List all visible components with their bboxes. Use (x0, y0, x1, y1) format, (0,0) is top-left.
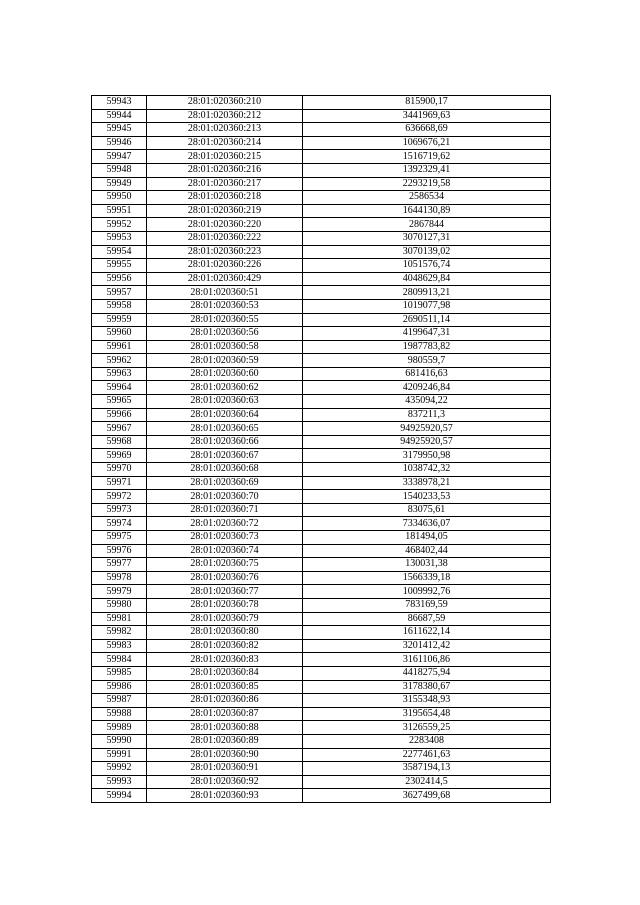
table-row (92, 177, 551, 191)
row-number-cell: 59967 (92, 422, 147, 436)
value-cell: 3338978,21 (303, 476, 551, 490)
cadastral-number-cell: 28:01:020360:212 (147, 109, 303, 123)
table-row (92, 762, 551, 776)
cadastral-number-cell: 28:01:020360:215 (147, 150, 303, 164)
cadastral-number-cell: 28:01:020360:67 (147, 449, 303, 463)
cadastral-number-cell: 28:01:020360:65 (147, 422, 303, 436)
value-cell: 815900,17 (303, 96, 551, 110)
table-row (92, 435, 551, 449)
value-cell: 83075,61 (303, 503, 551, 517)
cadastral-number-cell: 28:01:020360:72 (147, 517, 303, 531)
cadastral-number-cell: 28:01:020360:80 (147, 626, 303, 640)
cadastral-number-cell: 28:01:020360:220 (147, 218, 303, 232)
row-number-cell: 59978 (92, 571, 147, 585)
cadastral-number-cell: 28:01:020360:84 (147, 666, 303, 680)
value-cell: 1987783,82 (303, 340, 551, 354)
table-row (92, 191, 551, 205)
cadastral-number-cell: 28:01:020360:89 (147, 734, 303, 748)
value-cell: 681416,63 (303, 367, 551, 381)
row-number-cell: 59959 (92, 313, 147, 327)
cadastral-number-cell: 28:01:020360:213 (147, 123, 303, 137)
row-number-cell: 59982 (92, 626, 147, 640)
cadastral-number-cell: 28:01:020360:78 (147, 598, 303, 612)
cadastral-number-cell: 28:01:020360:73 (147, 531, 303, 545)
table-row (92, 408, 551, 422)
cadastral-number-cell: 28:01:020360:82 (147, 639, 303, 653)
cadastral-number-cell: 28:01:020360:88 (147, 721, 303, 735)
document-page (91, 95, 551, 803)
value-cell: 3195654,48 (303, 707, 551, 721)
cadastral-number-cell: 28:01:020360:87 (147, 707, 303, 721)
value-cell: 3155348,93 (303, 694, 551, 708)
table-row (92, 707, 551, 721)
value-cell: 4048629,84 (303, 272, 551, 286)
table-row (92, 626, 551, 640)
table-row (92, 517, 551, 531)
value-cell: 1038742,32 (303, 463, 551, 477)
value-cell: 1516719,62 (303, 150, 551, 164)
value-cell: 468402,44 (303, 544, 551, 558)
row-number-cell: 59987 (92, 694, 147, 708)
table-row (92, 218, 551, 232)
cadastral-number-cell: 28:01:020360:218 (147, 191, 303, 205)
cadastral-number-cell: 28:01:020360:86 (147, 694, 303, 708)
table-row (92, 694, 551, 708)
row-number-cell: 59949 (92, 177, 147, 191)
table-row (92, 286, 551, 300)
row-number-cell: 59943 (92, 96, 147, 110)
row-number-cell: 59988 (92, 707, 147, 721)
cadastral-number-cell: 28:01:020360:90 (147, 748, 303, 762)
cadastral-number-cell: 28:01:020360:51 (147, 286, 303, 300)
value-cell: 3126559,25 (303, 721, 551, 735)
table-row (92, 422, 551, 436)
row-number-cell: 59992 (92, 762, 147, 776)
row-number-cell: 59972 (92, 490, 147, 504)
value-cell: 2277461,63 (303, 748, 551, 762)
value-cell: 1019077,98 (303, 299, 551, 313)
value-cell: 2586534 (303, 191, 551, 205)
value-cell: 3441969,63 (303, 109, 551, 123)
value-cell: 636668,69 (303, 123, 551, 137)
table-row (92, 381, 551, 395)
cadastral-number-cell: 28:01:020360:429 (147, 272, 303, 286)
cadastral-number-cell: 28:01:020360:216 (147, 163, 303, 177)
value-cell: 2283408 (303, 734, 551, 748)
value-cell: 1644130,89 (303, 204, 551, 218)
value-cell: 1611622,14 (303, 626, 551, 640)
row-number-cell: 59951 (92, 204, 147, 218)
value-cell: 837211,3 (303, 408, 551, 422)
row-number-cell: 59979 (92, 585, 147, 599)
cadastral-number-cell: 28:01:020360:217 (147, 177, 303, 191)
row-number-cell: 59950 (92, 191, 147, 205)
row-number-cell: 59969 (92, 449, 147, 463)
cadastral-number-cell: 28:01:020360:71 (147, 503, 303, 517)
value-cell: 3627499,68 (303, 789, 551, 803)
row-number-cell: 59974 (92, 517, 147, 531)
value-cell: 2302414,5 (303, 775, 551, 789)
cadastral-number-cell: 28:01:020360:219 (147, 204, 303, 218)
value-cell: 3070139,02 (303, 245, 551, 259)
table-row (92, 734, 551, 748)
cadastral-number-cell: 28:01:020360:68 (147, 463, 303, 477)
row-number-cell: 59993 (92, 775, 147, 789)
row-number-cell: 59970 (92, 463, 147, 477)
table-row (92, 571, 551, 585)
row-number-cell: 59946 (92, 136, 147, 150)
row-number-cell: 59977 (92, 558, 147, 572)
table-row (92, 558, 551, 572)
row-number-cell: 59984 (92, 653, 147, 667)
value-cell: 3178380,67 (303, 680, 551, 694)
value-cell: 2809913,21 (303, 286, 551, 300)
value-cell: 980559,7 (303, 354, 551, 368)
table-row (92, 775, 551, 789)
cadastral-number-cell: 28:01:020360:79 (147, 612, 303, 626)
table-row (92, 449, 551, 463)
row-number-cell: 59975 (92, 531, 147, 545)
cadastral-number-cell: 28:01:020360:64 (147, 408, 303, 422)
table-row (92, 136, 551, 150)
row-number-cell: 59971 (92, 476, 147, 490)
row-number-cell: 59965 (92, 395, 147, 409)
table-row (92, 585, 551, 599)
value-cell: 1009992,76 (303, 585, 551, 599)
row-number-cell: 59952 (92, 218, 147, 232)
table-row (92, 612, 551, 626)
row-number-cell: 59948 (92, 163, 147, 177)
cadastral-number-cell: 28:01:020360:92 (147, 775, 303, 789)
value-cell: 3587194,13 (303, 762, 551, 776)
table-row (92, 463, 551, 477)
table-row (92, 544, 551, 558)
cadastral-number-cell: 28:01:020360:70 (147, 490, 303, 504)
table-row (92, 123, 551, 137)
table-row (92, 639, 551, 653)
row-number-cell: 59956 (92, 272, 147, 286)
value-cell: 1566339,18 (303, 571, 551, 585)
row-number-cell: 59991 (92, 748, 147, 762)
table-row (92, 109, 551, 123)
table-row (92, 231, 551, 245)
row-number-cell: 59954 (92, 245, 147, 259)
cadastral-number-cell: 28:01:020360:91 (147, 762, 303, 776)
row-number-cell: 59945 (92, 123, 147, 137)
row-number-cell: 59966 (92, 408, 147, 422)
value-cell: 1051576,74 (303, 259, 551, 273)
row-number-cell: 59976 (92, 544, 147, 558)
value-cell: 3179950,98 (303, 449, 551, 463)
table-row (92, 666, 551, 680)
row-number-cell: 59962 (92, 354, 147, 368)
row-number-cell: 59980 (92, 598, 147, 612)
cadastral-number-cell: 28:01:020360:222 (147, 231, 303, 245)
value-cell: 3161106,86 (303, 653, 551, 667)
value-cell: 3201412,42 (303, 639, 551, 653)
row-number-cell: 59986 (92, 680, 147, 694)
value-cell: 1540233,53 (303, 490, 551, 504)
table-row (92, 150, 551, 164)
cadastral-number-cell: 28:01:020360:77 (147, 585, 303, 599)
value-cell: 130031,38 (303, 558, 551, 572)
row-number-cell: 59958 (92, 299, 147, 313)
value-cell: 3070127,31 (303, 231, 551, 245)
cadastral-number-cell: 28:01:020360:59 (147, 354, 303, 368)
table-row (92, 327, 551, 341)
row-number-cell: 59989 (92, 721, 147, 735)
cadastral-number-cell: 28:01:020360:60 (147, 367, 303, 381)
cadastral-number-cell: 28:01:020360:56 (147, 327, 303, 341)
cadastral-number-cell: 28:01:020360:226 (147, 259, 303, 273)
row-number-cell: 59985 (92, 666, 147, 680)
cadastral-number-cell: 28:01:020360:55 (147, 313, 303, 327)
table-body (92, 96, 551, 803)
table-row (92, 299, 551, 313)
table-row (92, 598, 551, 612)
value-cell: 435094,22 (303, 395, 551, 409)
value-cell: 4209246,84 (303, 381, 551, 395)
cadastral-number-cell: 28:01:020360:66 (147, 435, 303, 449)
cadastral-number-cell: 28:01:020360:223 (147, 245, 303, 259)
table-row (92, 272, 551, 286)
row-number-cell: 59955 (92, 259, 147, 273)
table-row (92, 313, 551, 327)
row-number-cell: 59961 (92, 340, 147, 354)
value-cell: 783169,59 (303, 598, 551, 612)
table-row (92, 354, 551, 368)
cadastral-number-cell: 28:01:020360:83 (147, 653, 303, 667)
value-cell: 2690511,14 (303, 313, 551, 327)
table-row (92, 748, 551, 762)
cadastral-number-cell: 28:01:020360:58 (147, 340, 303, 354)
table-row (92, 395, 551, 409)
value-cell: 4418275,94 (303, 666, 551, 680)
value-cell: 94925920,57 (303, 422, 551, 436)
cadastral-number-cell: 28:01:020360:63 (147, 395, 303, 409)
table-row (92, 245, 551, 259)
row-number-cell: 59947 (92, 150, 147, 164)
table-row (92, 503, 551, 517)
value-cell: 4199647,31 (303, 327, 551, 341)
cadastral-number-cell: 28:01:020360:62 (147, 381, 303, 395)
table-row (92, 476, 551, 490)
row-number-cell: 59968 (92, 435, 147, 449)
table-row (92, 367, 551, 381)
table-row (92, 96, 551, 110)
cadastral-number-cell: 28:01:020360:53 (147, 299, 303, 313)
table-row (92, 789, 551, 803)
row-number-cell: 59983 (92, 639, 147, 653)
cadastral-number-cell: 28:01:020360:75 (147, 558, 303, 572)
table-row (92, 259, 551, 273)
cadastral-number-cell: 28:01:020360:74 (147, 544, 303, 558)
table-row (92, 680, 551, 694)
table-row (92, 653, 551, 667)
row-number-cell: 59973 (92, 503, 147, 517)
value-cell: 7334636,07 (303, 517, 551, 531)
cadastral-number-cell: 28:01:020360:69 (147, 476, 303, 490)
value-cell: 2867844 (303, 218, 551, 232)
value-cell: 94925920,57 (303, 435, 551, 449)
cadastral-number-cell: 28:01:020360:210 (147, 96, 303, 110)
value-cell: 1069676,21 (303, 136, 551, 150)
row-number-cell: 59963 (92, 367, 147, 381)
value-cell: 1392329,41 (303, 163, 551, 177)
table-row (92, 340, 551, 354)
table-row (92, 531, 551, 545)
row-number-cell: 59990 (92, 734, 147, 748)
row-number-cell: 59953 (92, 231, 147, 245)
data-table (91, 95, 551, 803)
row-number-cell: 59960 (92, 327, 147, 341)
row-number-cell: 59957 (92, 286, 147, 300)
table-row (92, 163, 551, 177)
row-number-cell: 59981 (92, 612, 147, 626)
row-number-cell: 59964 (92, 381, 147, 395)
row-number-cell: 59994 (92, 789, 147, 803)
value-cell: 86687,59 (303, 612, 551, 626)
table-row (92, 721, 551, 735)
row-number-cell: 59944 (92, 109, 147, 123)
cadastral-number-cell: 28:01:020360:76 (147, 571, 303, 585)
cadastral-number-cell: 28:01:020360:214 (147, 136, 303, 150)
table-row (92, 490, 551, 504)
cadastral-number-cell: 28:01:020360:93 (147, 789, 303, 803)
value-cell: 2293219,58 (303, 177, 551, 191)
value-cell: 181494,05 (303, 531, 551, 545)
cadastral-number-cell: 28:01:020360:85 (147, 680, 303, 694)
table-row (92, 204, 551, 218)
